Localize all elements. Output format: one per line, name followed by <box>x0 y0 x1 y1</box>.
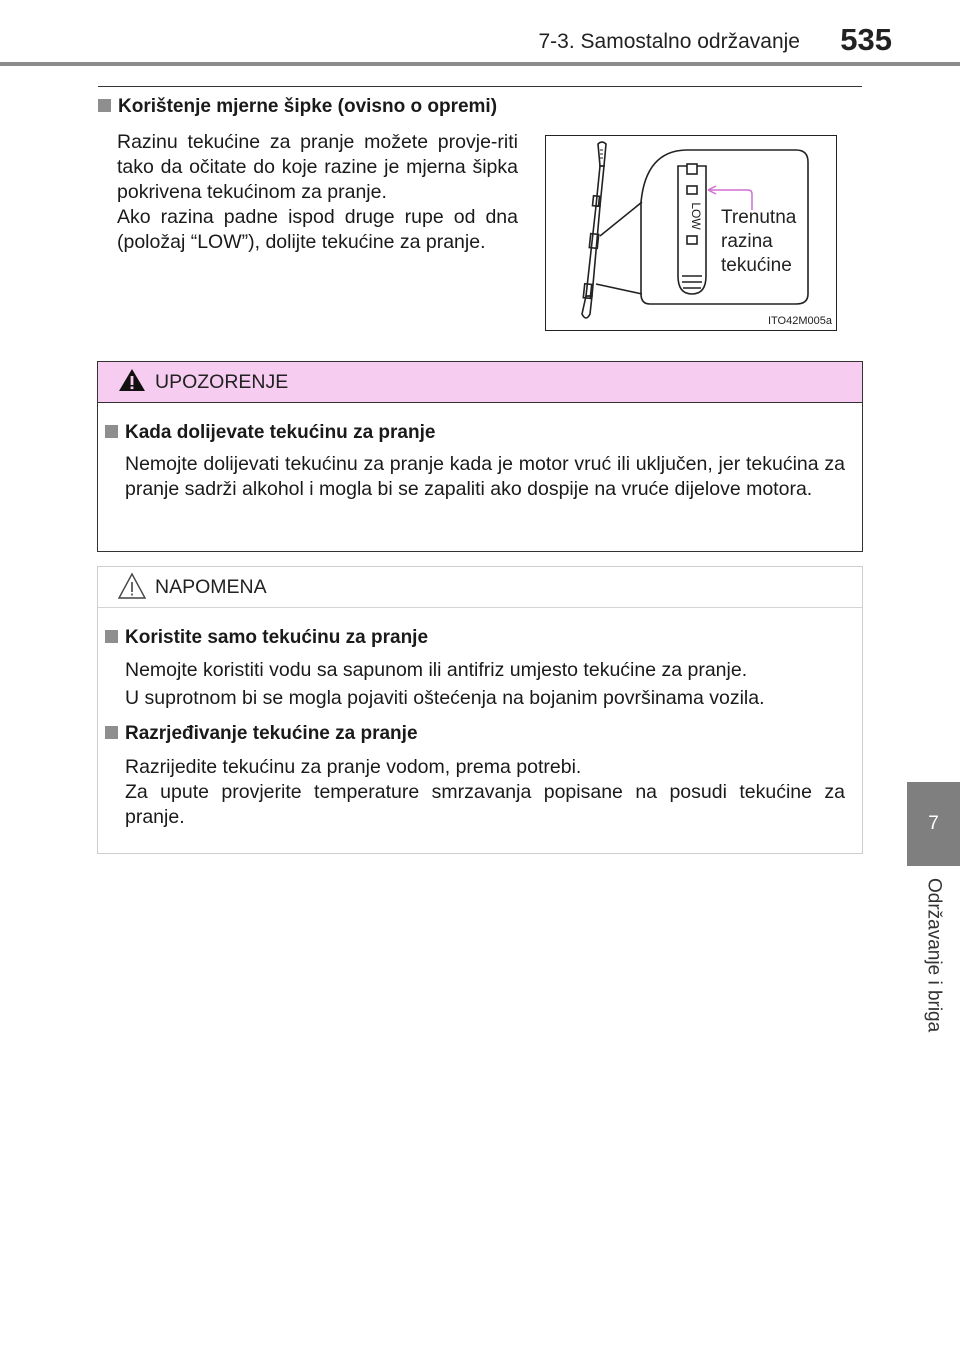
note-box <box>97 566 863 854</box>
section-heading-text: Korištenje mjerne šipke (ovisno o opremi) <box>118 96 498 117</box>
caution-triangle-icon <box>118 572 146 600</box>
section-body <box>117 130 518 255</box>
note-header <box>98 567 862 608</box>
bullet-square-icon <box>105 425 118 438</box>
content-top-rule <box>98 86 862 87</box>
note-text-line: U suprotnom bi se mogla pojaviti oštećenja na bojanim površinama vozila. <box>125 687 765 709</box>
chapter-number: 7 <box>928 813 939 834</box>
note-item-heading-text: Razrjeđivanje tekućine za pranje <box>125 723 418 744</box>
section-heading <box>98 96 497 118</box>
note-text-line: Razrijedite tekućinu za pranje vodom, prema potrebi. <box>125 756 582 778</box>
bullet-square-icon <box>105 726 118 739</box>
warning-text: Nemojte dolijevati tekućinu za pranje kada je motor vruć ili uključen, jer tekućina za pranje sadrži alkohol i mogla bi se zapaliti ako dospije na vruće dijelove motora. <box>125 453 845 500</box>
chapter-label-tab <box>907 866 960 1066</box>
header-rule <box>0 62 960 66</box>
chapter-label: Održavanje i briga <box>923 878 945 1033</box>
figure-label-line: Trenutna <box>721 207 797 228</box>
dipstick-figure <box>545 135 837 331</box>
warning-header <box>98 362 862 403</box>
note-text-line: Nemojte koristiti vodu sa sapunom ili antifriz umjesto tekućine za pranje. <box>125 659 748 681</box>
note-title: NAPOMENA <box>155 576 267 598</box>
page-number: 535 <box>840 22 892 57</box>
low-mark: LOW <box>689 202 703 230</box>
warning-box <box>97 361 863 552</box>
bullet-square-icon <box>98 99 111 112</box>
note-text-line: Za upute provjerite temperature smrzavanja popisane na posudi tekućine za pranje. <box>125 781 845 828</box>
note-item-heading <box>105 723 418 745</box>
bullet-square-icon <box>105 630 118 643</box>
chapter-tab[interactable] <box>907 782 960 866</box>
warning-item-heading <box>105 422 435 444</box>
note-item-heading-text: Koristite samo tekućinu za pranje <box>125 627 429 648</box>
warning-triangle-icon <box>118 367 146 393</box>
figure-label-line: tekućine <box>721 255 792 276</box>
paragraph: Razinu tekućine za pranje možete provje-riti tako da očitate do koje razine je mjerna šipka pokrivena tekućinom za pranje. <box>117 131 518 203</box>
paragraph: Ako razina padne ispod druge rupe od dna (položaj “LOW”), dolijte tekućine za pranje. <box>117 206 518 253</box>
note-item-heading <box>105 627 428 649</box>
figure-code: ITO42M005a <box>767 315 832 327</box>
warning-title: UPOZORENJE <box>155 371 289 393</box>
figure-label <box>721 206 796 278</box>
warning-item-heading-text: Kada dolijevate tekućinu za pranje <box>125 422 436 443</box>
section-title: 7-3. Samostalno održavanje <box>538 30 800 53</box>
figure-label-line: razina <box>721 231 773 252</box>
